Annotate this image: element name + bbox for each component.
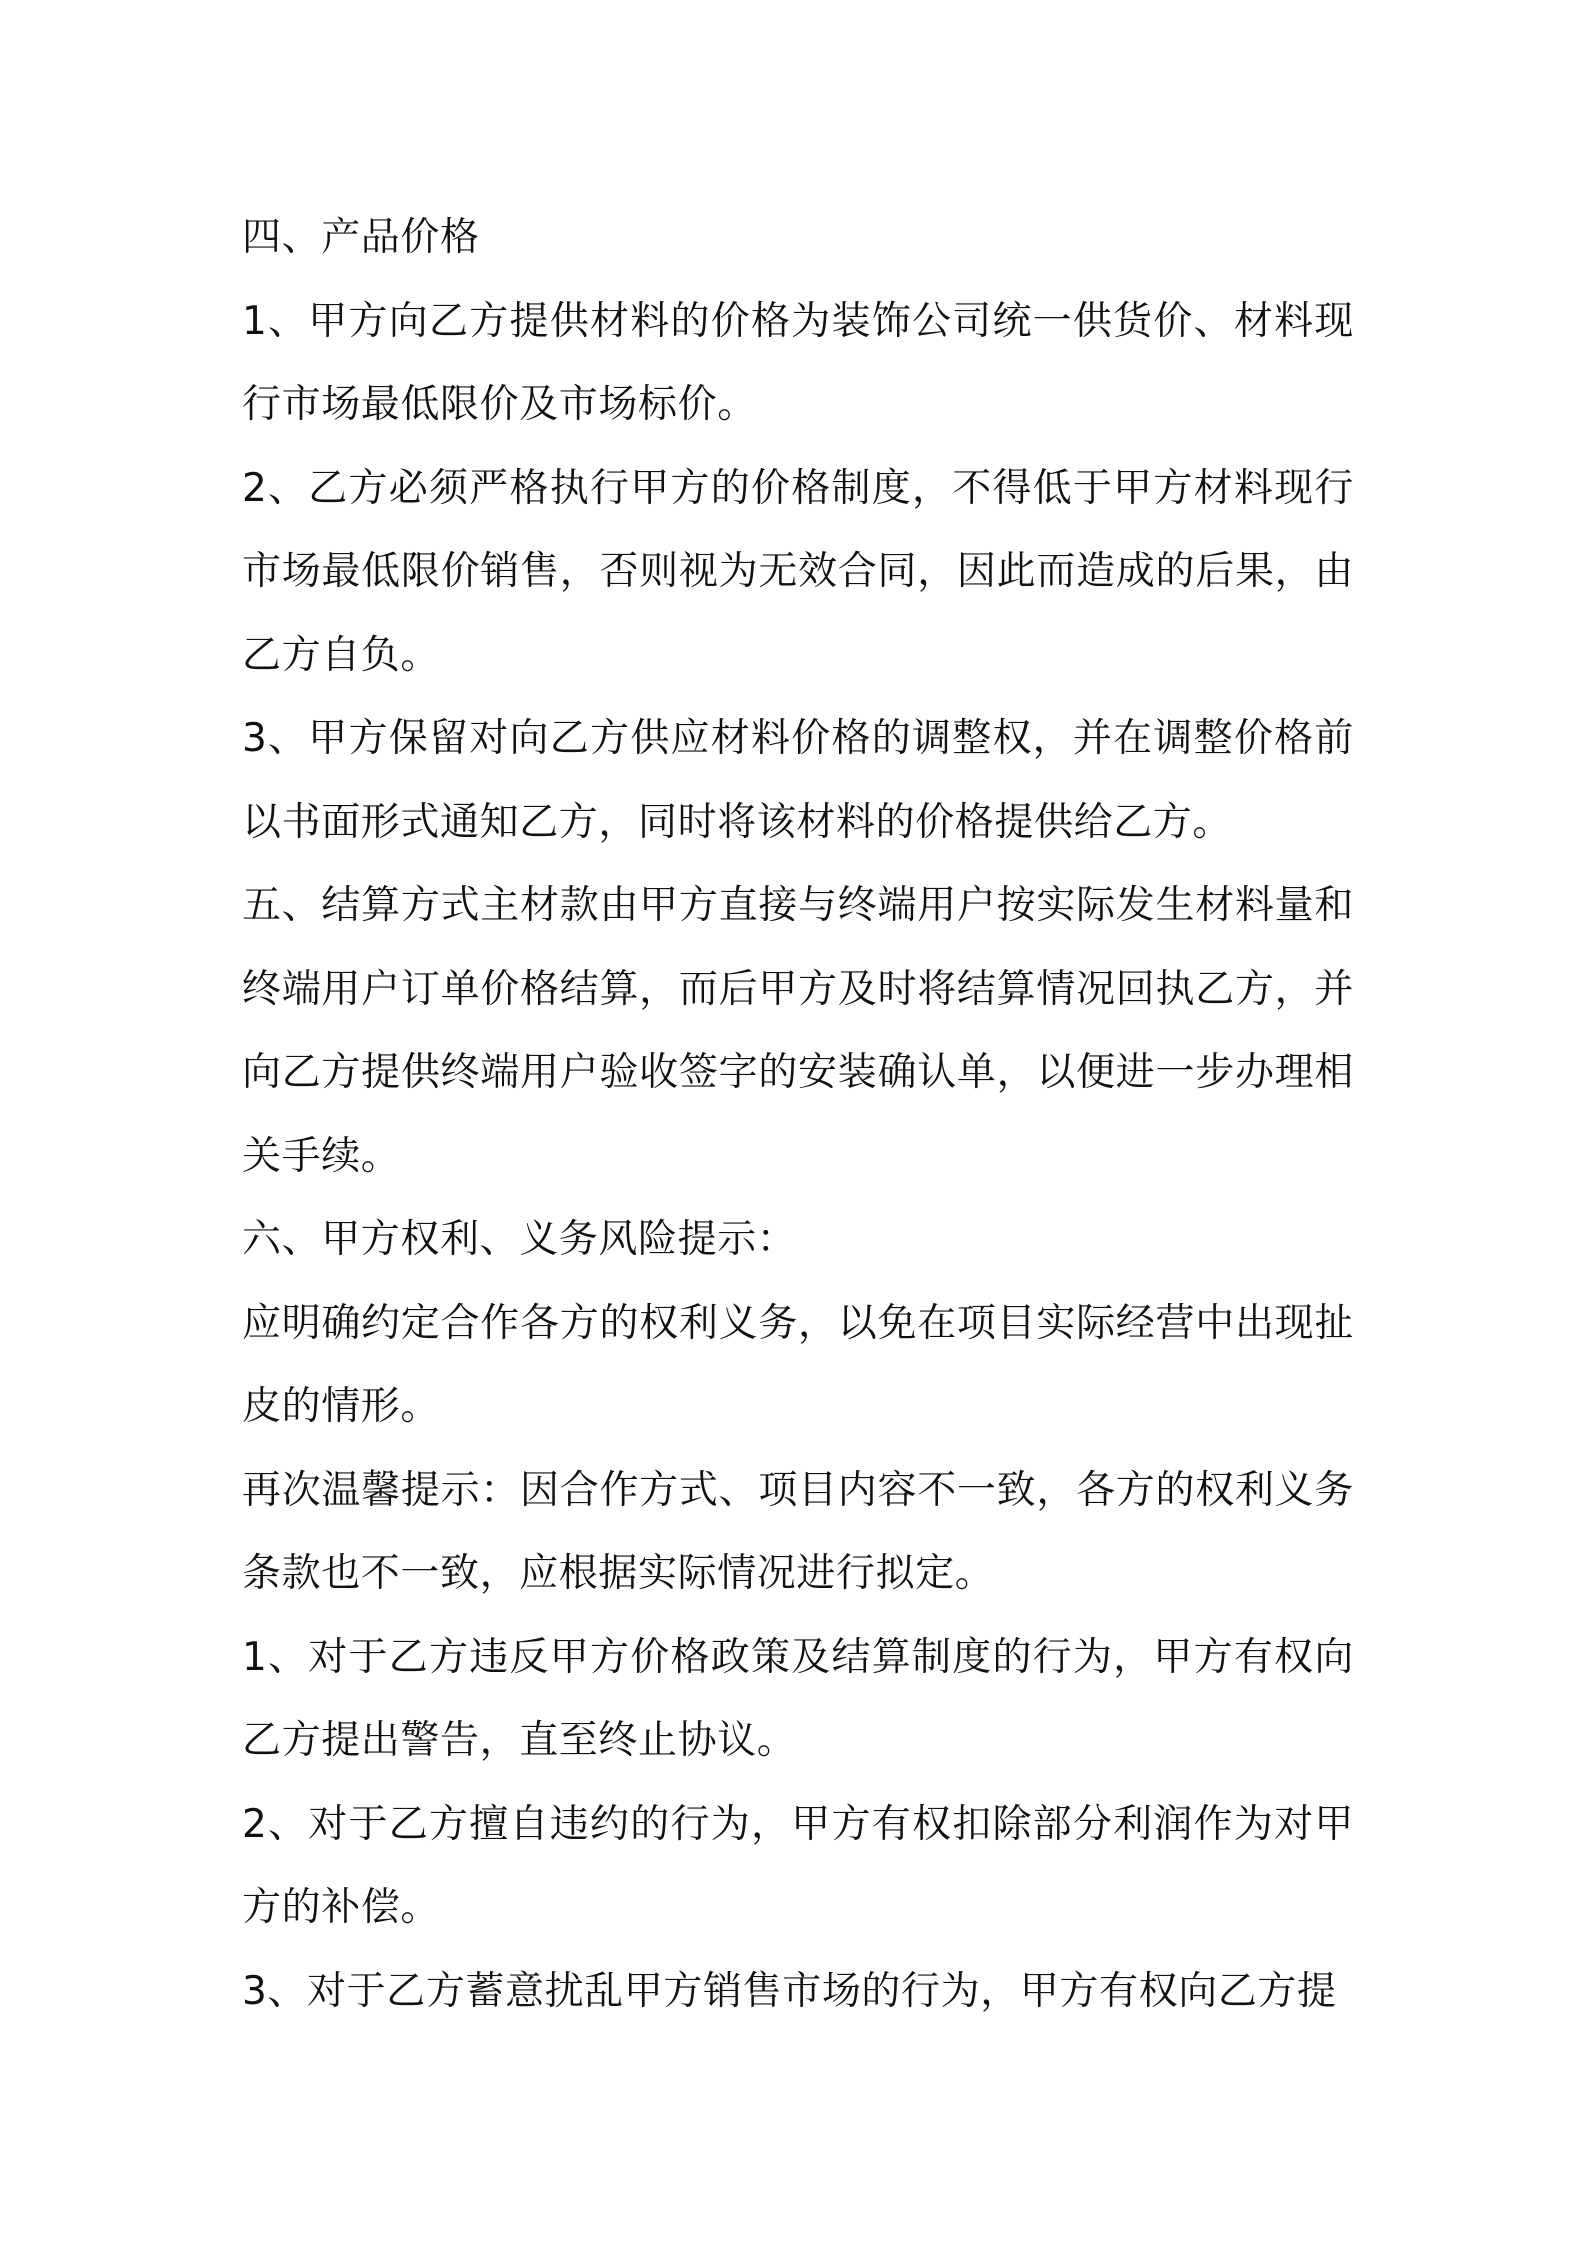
section-5-paragraph: 五、结算方式主材款由甲方直接与终端用户按实际发生材料量和终端用户订单价格结算，而后甲方及时将结算情况回执乙方，并向乙方提供终端用户验收签字的安装确认单，以便进一步办理相关手续。 (242, 883, 1354, 1179)
document-page (242, 196, 1354, 2033)
section-4-item-1: 1、甲方向乙方提供材料的价格为装饰公司统一供货价、材料现行市场最低限价及市场标价。 (242, 298, 1354, 427)
section-6-intro: 应明确约定合作各方的权利义务，以免在项目实际经营中出现扯皮的情形。 (242, 1300, 1354, 1429)
section-4-item-2: 2、乙方必须严格执行甲方的价格制度，不得低于甲方材料现行市场最低限价销售，否则视为无效合同，因此而造成的后果，由乙方自负。 (242, 465, 1354, 678)
section-6-item-1: 1、对于乙方违反甲方价格政策及结算制度的行为，甲方有权向乙方提出警告，直至终止协议。 (242, 1634, 1354, 1763)
section-6-item-3: 3、对于乙方蓄意扰乱甲方销售市场的行为，甲方有权向乙方提 (242, 1968, 1337, 2014)
section-4-item-3: 3、甲方保留对向乙方供应材料价格的调整权，并在调整价格前以书面形式通知乙方，同时将该材料的价格提供给乙方。 (242, 716, 1354, 845)
section-6-reminder: 再次温馨提示：因合作方式、项目内容不一致，各方的权利义务条款也不一致，应根据实际情况进行拟定。 (242, 1467, 1354, 1596)
section-4-heading: 四、产品价格 (242, 215, 480, 260)
section-6-item-2: 2、对于乙方擅自违约的行为，甲方有权扣除部分利润作为对甲方的补偿。 (242, 1801, 1354, 1930)
section-6-heading: 六、甲方权利、义务风险提示： (242, 1217, 797, 1262)
